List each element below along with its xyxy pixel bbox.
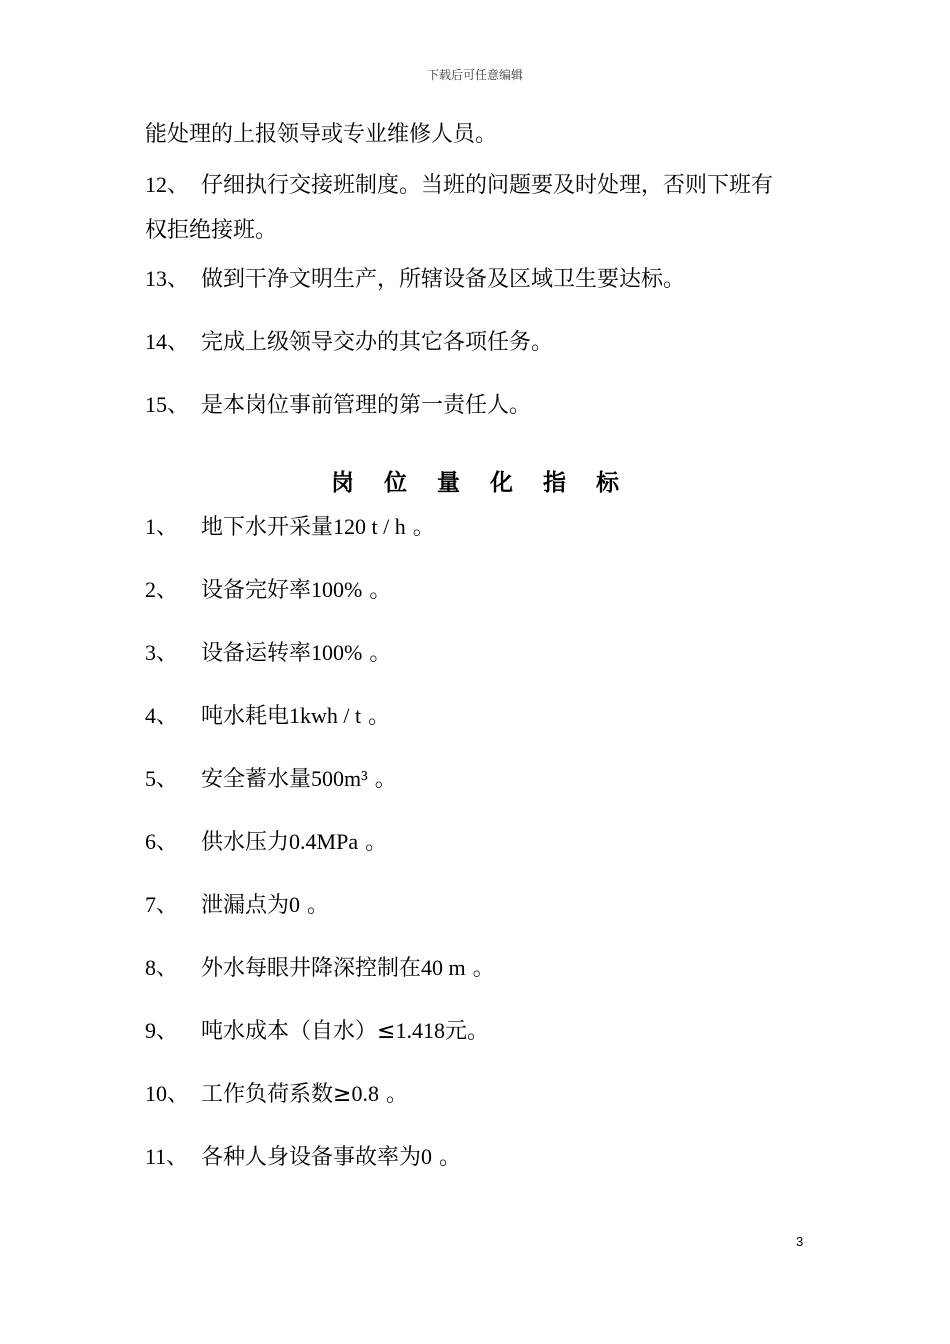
metric-value: 0.8 [351,1081,379,1106]
metric-value: 40 m [421,955,466,980]
metric-item-11 [145,1142,461,1173]
page-number: 3 [796,1234,804,1249]
metric-label: 工作负荷系数≥ [201,1082,352,1107]
item-number: 15、 [145,392,190,417]
list-item-12 [145,170,773,201]
title-char: 化 [490,470,513,496]
metric-label: 设备完好率 [201,578,312,603]
item-number: 2、 [145,577,179,602]
metric-label: 各种人身设备事故率为 [201,1145,422,1170]
metric-value: 100% [311,640,363,665]
metric-end: 。 [374,767,397,792]
title-char: 标 [596,470,619,496]
metric-label: 设备运转率 [201,641,312,666]
metric-item-3 [145,638,391,669]
title-char: 量 [437,470,460,496]
metric-value: 1kwh / t [289,703,362,728]
metric-value: 1.418 [395,1018,445,1043]
metric-end: 。 [365,830,388,855]
item-number: 3、 [145,640,179,665]
metric-end: 。 [369,641,392,666]
metric-item-8 [145,953,495,984]
metric-label: 外水每眼井降深控制在 [201,956,422,981]
title-char: 位 [384,470,407,496]
item-number: 8、 [145,955,179,980]
item-number: 7、 [145,892,179,917]
metric-label: 吨水耗电 [201,704,290,729]
paragraph-continuation [145,120,497,150]
metric-end: 。 [307,893,330,918]
metric-item-1 [145,512,435,543]
metric-end: 。 [412,515,435,540]
metric-item-6 [145,827,387,858]
item-text: 完成上级领导交办的其它各项任务。 [201,330,554,355]
list-item-13 [145,264,685,295]
metric-item-10 [145,1079,408,1110]
item-number: 14、 [145,329,190,354]
item-number: 6、 [145,829,179,854]
item-text: 权拒绝接班。 [145,218,278,243]
metric-value: 500m³ [311,766,368,791]
metric-end: 。 [439,1145,462,1170]
item-number: 9、 [145,1018,179,1043]
metric-item-5 [145,764,397,795]
metric-end: 。 [472,956,495,981]
metric-label: 吨水成本（自水）≤ [201,1019,396,1044]
metric-value: 0 [421,1144,433,1169]
list-item-12-continued [145,216,277,246]
metric-label: 安全蓄水量 [201,767,312,792]
metric-value: 0.4MPa [289,829,359,854]
metric-item-7 [145,890,329,921]
item-text: 是本岗位事前管理的第一责任人。 [201,393,532,418]
section-title [0,464,950,497]
item-number: 1、 [145,514,179,539]
item-number: 13、 [145,266,190,291]
metric-value: 100% [311,577,363,602]
title-char: 指 [543,470,566,496]
metric-value: 120 t / h [333,514,406,539]
paragraph-text: 能处理的上报领导或专业维修人员。 [145,122,498,147]
metric-end: 。 [368,704,391,729]
page-header: 下载后可任意编辑 [426,68,523,82]
list-item-15 [145,390,531,421]
item-text: 仔细执行交接班制度。当班的问题要及时处理，否则下班有 [201,173,774,198]
metric-end: 。 [369,578,392,603]
metric-end: 。 [385,1082,408,1107]
item-number: 10、 [145,1081,190,1106]
list-item-14 [145,327,553,358]
item-number: 11、 [145,1144,189,1169]
item-number: 4、 [145,703,179,728]
title-char: 岗 [331,470,354,496]
metric-value: 0 [289,892,301,917]
metric-item-2 [145,575,391,606]
item-text: 做到干净文明生产，所辖设备及区域卫生要达标。 [201,267,686,292]
metric-end: 元。 [444,1019,489,1044]
item-number: 12、 [145,172,190,197]
metric-item-4 [145,701,390,732]
metric-item-9 [145,1016,489,1047]
item-number: 5、 [145,766,179,791]
metric-label: 地下水开采量 [201,515,334,540]
metric-label: 供水压力 [201,830,290,855]
metric-label: 泄漏点为 [201,893,290,918]
